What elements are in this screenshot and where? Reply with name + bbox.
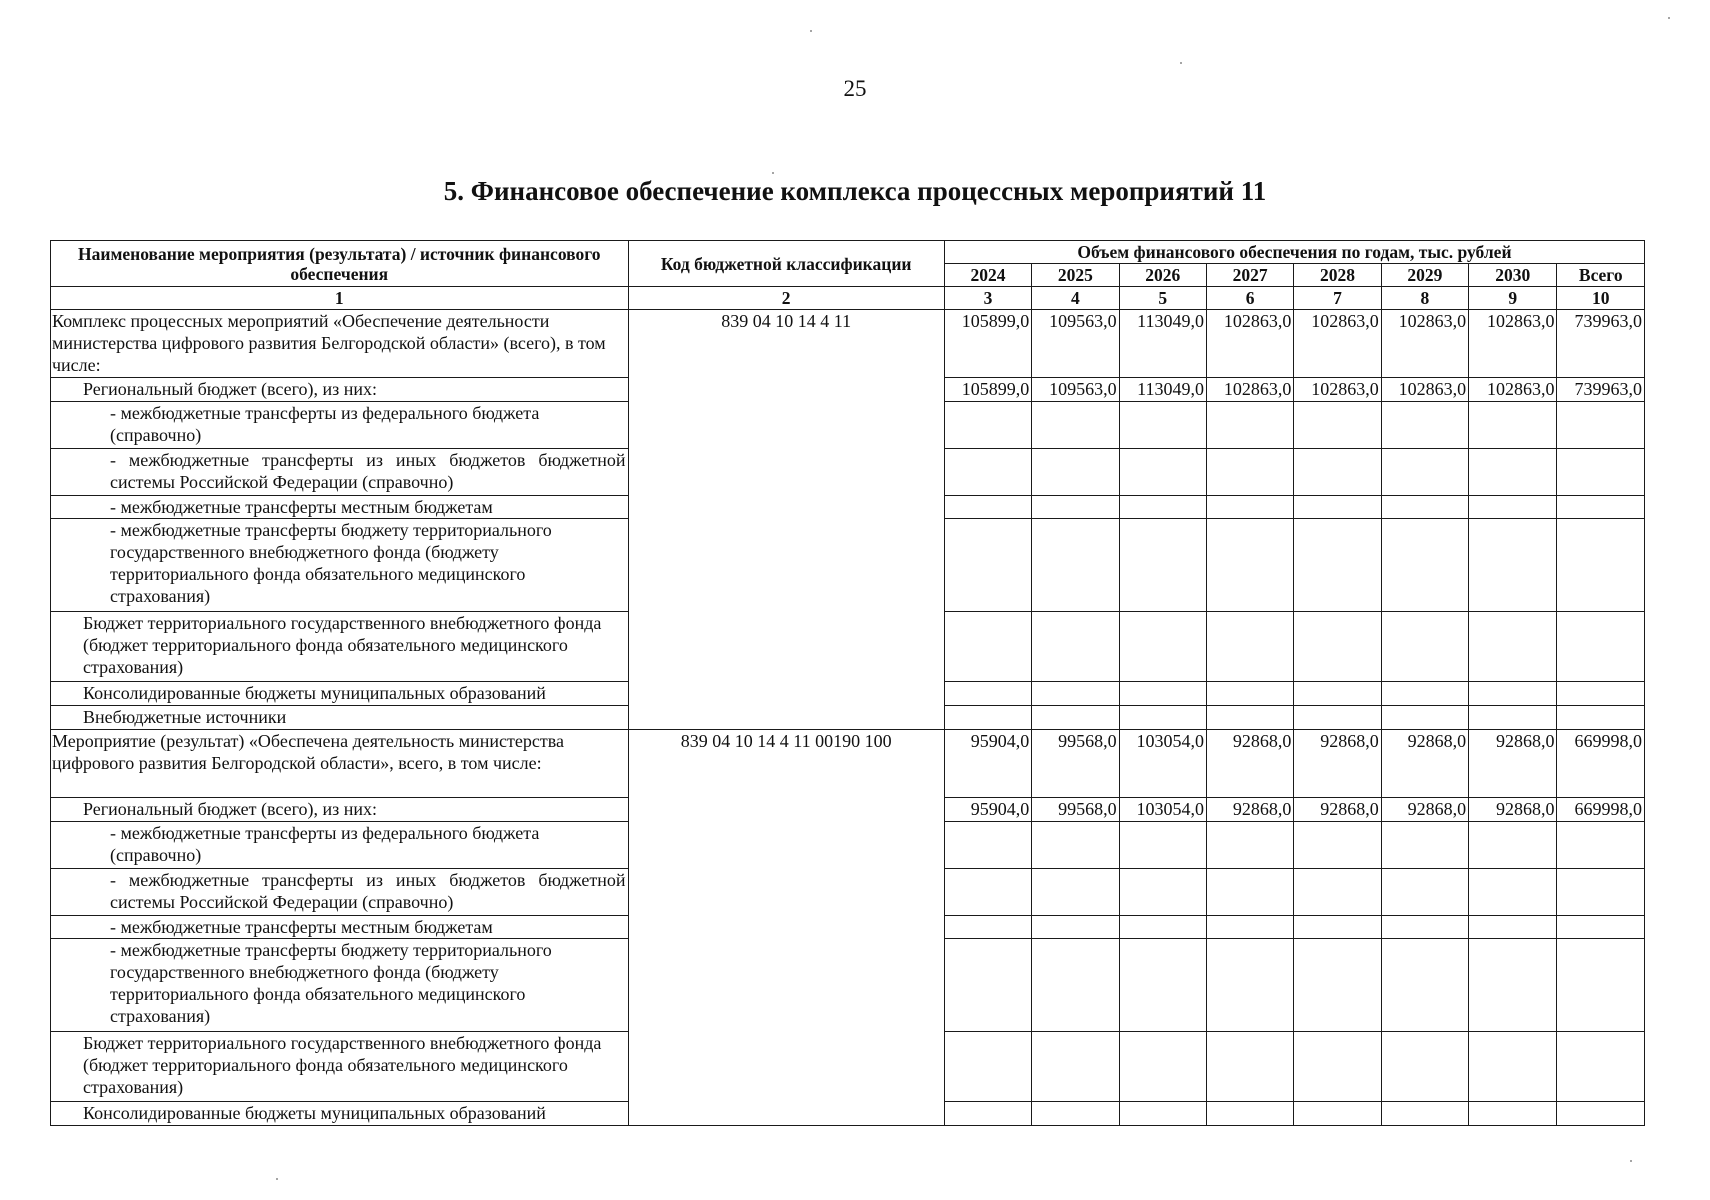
year-value-cell	[1294, 916, 1381, 939]
row-name-cell: Мероприятие (результат) «Обеспечена деятельность министерства цифрового развития Белгородской области», всего, в том числе:	[51, 730, 629, 798]
year-value-cell	[1206, 402, 1293, 449]
year-value-cell: 102863,0	[1294, 310, 1381, 378]
year-value-cell	[1032, 1102, 1119, 1126]
year-value-cell: 92868,0	[1206, 798, 1293, 822]
year-value-cell: 92868,0	[1469, 730, 1557, 798]
column-number: 7	[1294, 287, 1381, 310]
year-value-cell: 95904,0	[944, 730, 1031, 798]
year-value-cell: 103054,0	[1119, 798, 1206, 822]
year-value-cell: 99568,0	[1032, 730, 1119, 798]
year-value-cell: 92868,0	[1469, 798, 1557, 822]
total-cell	[1557, 822, 1645, 869]
year-value-cell: 92868,0	[1381, 730, 1468, 798]
total-cell	[1557, 496, 1645, 519]
year-value-cell: 105899,0	[944, 310, 1031, 378]
year-value-cell	[1294, 869, 1381, 916]
year-value-cell	[1032, 822, 1119, 869]
year-value-cell	[944, 706, 1031, 730]
year-value-cell	[1119, 1102, 1206, 1126]
year-value-cell: 92868,0	[1294, 730, 1381, 798]
year-value-cell	[1119, 869, 1206, 916]
year-value-cell	[1469, 869, 1557, 916]
year-value-cell	[1032, 519, 1119, 612]
total-cell: 669998,0	[1557, 730, 1645, 798]
year-value-cell	[1469, 612, 1557, 682]
year-value-cell	[1294, 1102, 1381, 1126]
year-value-cell	[1119, 1032, 1206, 1102]
year-value-cell	[1469, 496, 1557, 519]
scan-speck	[276, 1178, 278, 1180]
row-name-cell: Региональный бюджет (всего), из них:	[51, 378, 629, 402]
year-value-cell	[1206, 822, 1293, 869]
total-cell	[1557, 519, 1645, 612]
year-value-cell: 105899,0	[944, 378, 1031, 402]
year-value-cell	[944, 869, 1031, 916]
table-row	[51, 310, 1645, 378]
scan-speck	[810, 30, 812, 32]
header-year: 2028	[1294, 264, 1381, 287]
year-value-cell	[944, 496, 1031, 519]
header-volume-column: Объем финансового обеспечения по годам, тыс. рублей	[944, 241, 1644, 264]
row-name-cell: Региональный бюджет (всего), из них:	[51, 798, 629, 822]
year-value-cell	[944, 519, 1031, 612]
year-value-cell	[1381, 496, 1468, 519]
year-value-cell	[1119, 519, 1206, 612]
year-value-cell	[1032, 449, 1119, 496]
year-value-cell: 92868,0	[1294, 798, 1381, 822]
year-value-cell	[1032, 939, 1119, 1032]
row-name-cell: - межбюджетные трансферты из иных бюджетов бюджетной системы Российской Федерации (справочно)	[51, 449, 629, 496]
year-value-cell	[1032, 612, 1119, 682]
header-year: 2024	[944, 264, 1031, 287]
header-year: 2026	[1119, 264, 1206, 287]
year-value-cell: 102863,0	[1206, 310, 1293, 378]
year-value-cell	[1119, 402, 1206, 449]
total-cell	[1557, 869, 1645, 916]
total-cell	[1557, 1032, 1645, 1102]
year-value-cell	[1469, 1102, 1557, 1126]
table-row	[51, 730, 1645, 798]
total-cell	[1557, 612, 1645, 682]
year-value-cell	[1469, 519, 1557, 612]
row-name-cell: Консолидированные бюджеты муниципальных образований	[51, 1102, 629, 1126]
column-number: 3	[944, 287, 1031, 310]
column-number: 9	[1469, 287, 1557, 310]
year-value-cell	[1469, 682, 1557, 706]
total-cell	[1557, 402, 1645, 449]
column-number: 6	[1206, 287, 1293, 310]
row-name-cell: - межбюджетные трансферты из иных бюджетов бюджетной системы Российской Федерации (справочно)	[51, 869, 629, 916]
year-value-cell	[1119, 612, 1206, 682]
row-name-cell: - межбюджетные трансферты бюджету территориального государственного внебюджетного фонда (бюджету территориального фонда обязательного медицинского страхования)	[51, 939, 629, 1032]
column-number: 5	[1119, 287, 1206, 310]
year-value-cell	[1294, 1032, 1381, 1102]
year-value-cell	[1119, 706, 1206, 730]
year-value-cell: 102863,0	[1469, 378, 1557, 402]
column-number: 1	[51, 287, 629, 310]
year-value-cell: 95904,0	[944, 798, 1031, 822]
row-name-cell: Консолидированные бюджеты муниципальных образований	[51, 682, 629, 706]
row-name-cell: Комплекс процессных мероприятий «Обеспечение деятельности министерства цифрового развития Белгородской области» (всего), в том числе:	[51, 310, 629, 378]
financing-table	[50, 240, 1645, 1126]
year-value-cell	[1032, 682, 1119, 706]
total-cell	[1557, 706, 1645, 730]
year-value-cell	[1294, 682, 1381, 706]
total-cell	[1557, 1102, 1645, 1126]
scan-speck	[1630, 1160, 1632, 1162]
year-value-cell	[1119, 449, 1206, 496]
year-value-cell: 103054,0	[1119, 730, 1206, 798]
year-value-cell	[1381, 1032, 1468, 1102]
year-value-cell	[1381, 822, 1468, 869]
column-number: 10	[1557, 287, 1645, 310]
row-name-cell: - межбюджетные трансферты из федерального бюджета (справочно)	[51, 402, 629, 449]
year-value-cell: 99568,0	[1032, 798, 1119, 822]
year-value-cell	[1294, 496, 1381, 519]
total-cell: 739963,0	[1557, 378, 1645, 402]
year-value-cell	[944, 822, 1031, 869]
total-cell	[1557, 939, 1645, 1032]
total-cell: 739963,0	[1557, 310, 1645, 378]
year-value-cell	[1032, 916, 1119, 939]
year-value-cell	[1381, 939, 1468, 1032]
year-value-cell	[1381, 449, 1468, 496]
year-value-cell	[1381, 916, 1468, 939]
row-name-cell: - межбюджетные трансферты из федерального бюджета (справочно)	[51, 822, 629, 869]
year-value-cell	[1119, 496, 1206, 519]
row-name-cell: - межбюджетные трансферты бюджету территориального государственного внебюджетного фонда (бюджету территориального фонда обязательного медицинского страхования)	[51, 519, 629, 612]
year-value-cell	[1032, 1032, 1119, 1102]
header-year: 2025	[1032, 264, 1119, 287]
column-number: 8	[1381, 287, 1468, 310]
year-value-cell	[944, 1032, 1031, 1102]
year-value-cell	[1381, 706, 1468, 730]
year-value-cell	[944, 916, 1031, 939]
year-value-cell	[1206, 496, 1293, 519]
year-value-cell	[1206, 869, 1293, 916]
year-value-cell	[1206, 449, 1293, 496]
year-value-cell	[1032, 496, 1119, 519]
row-name-cell: Бюджет территориального государственного внебюджетного фонда (бюджет территориального фонда обязательного медицинского страхования)	[51, 612, 629, 682]
year-value-cell	[1294, 822, 1381, 869]
year-value-cell	[1119, 682, 1206, 706]
year-value-cell	[1119, 916, 1206, 939]
year-value-cell: 92868,0	[1381, 798, 1468, 822]
total-cell	[1557, 449, 1645, 496]
year-value-cell	[1381, 612, 1468, 682]
column-number: 4	[1032, 287, 1119, 310]
total-cell	[1557, 682, 1645, 706]
year-value-cell	[1206, 939, 1293, 1032]
year-value-cell	[1469, 916, 1557, 939]
year-value-cell	[1119, 822, 1206, 869]
scan-speck	[1668, 17, 1670, 19]
budget-code-cell: 839 04 10 14 4 11 00190 100	[628, 730, 944, 1126]
year-value-cell	[1381, 869, 1468, 916]
total-cell	[1557, 916, 1645, 939]
year-value-cell	[1469, 822, 1557, 869]
year-value-cell: 102863,0	[1469, 310, 1557, 378]
year-value-cell	[1032, 869, 1119, 916]
year-value-cell	[1294, 939, 1381, 1032]
year-value-cell	[1381, 519, 1468, 612]
page-title: 5. Финансовое обеспечение комплекса процессных мероприятий 11	[443, 176, 1267, 206]
year-value-cell	[1294, 449, 1381, 496]
header-name-column: Наименование мероприятия (результата) / источник финансового обеспечения	[51, 241, 629, 287]
year-value-cell	[1206, 1032, 1293, 1102]
year-value-cell: 109563,0	[1032, 310, 1119, 378]
row-name-cell: - межбюджетные трансферты местным бюджетам	[51, 916, 629, 939]
year-value-cell	[1206, 519, 1293, 612]
year-value-cell: 102863,0	[1381, 378, 1468, 402]
year-value-cell	[1381, 682, 1468, 706]
year-value-cell	[1119, 939, 1206, 1032]
year-value-cell	[1294, 519, 1381, 612]
year-value-cell	[944, 449, 1031, 496]
year-value-cell	[1381, 1102, 1468, 1126]
year-value-cell	[944, 612, 1031, 682]
year-value-cell: 113049,0	[1119, 310, 1206, 378]
year-value-cell	[1032, 706, 1119, 730]
scan-speck	[1180, 62, 1182, 64]
year-value-cell	[1469, 939, 1557, 1032]
year-value-cell	[1032, 402, 1119, 449]
row-name-cell: Внебюджетные источники	[51, 706, 629, 730]
column-number: 2	[628, 287, 944, 310]
year-value-cell	[944, 402, 1031, 449]
total-cell: 669998,0	[1557, 798, 1645, 822]
year-value-cell	[1294, 402, 1381, 449]
year-value-cell	[1206, 916, 1293, 939]
header-code-column: Код бюджетной классификации	[628, 241, 944, 287]
year-value-cell	[1469, 706, 1557, 730]
header-year: 2027	[1206, 264, 1293, 287]
year-value-cell: 92868,0	[1206, 730, 1293, 798]
row-name-cell: - межбюджетные трансферты местным бюджетам	[51, 496, 629, 519]
year-value-cell	[1381, 402, 1468, 449]
header-year: 2030	[1469, 264, 1557, 287]
year-value-cell: 102863,0	[1206, 378, 1293, 402]
row-name-cell: Бюджет территориального государственного внебюджетного фонда (бюджет территориального фонда обязательного медицинского страхования)	[51, 1032, 629, 1102]
year-value-cell	[1294, 706, 1381, 730]
year-value-cell	[1206, 706, 1293, 730]
year-value-cell	[1469, 449, 1557, 496]
scan-speck	[772, 172, 774, 174]
year-value-cell: 113049,0	[1119, 378, 1206, 402]
table-body	[51, 310, 1645, 1126]
year-value-cell: 102863,0	[1381, 310, 1468, 378]
year-value-cell	[1206, 682, 1293, 706]
year-value-cell: 109563,0	[1032, 378, 1119, 402]
page-number: 25	[843, 76, 867, 101]
header-year: 2029	[1381, 264, 1468, 287]
year-value-cell	[944, 939, 1031, 1032]
year-value-cell	[1294, 612, 1381, 682]
year-value-cell	[944, 682, 1031, 706]
year-value-cell	[1469, 1032, 1557, 1102]
year-value-cell	[1469, 402, 1557, 449]
year-value-cell	[944, 1102, 1031, 1126]
header-total: Всего	[1557, 264, 1645, 287]
year-value-cell	[1206, 612, 1293, 682]
year-value-cell: 102863,0	[1294, 378, 1381, 402]
budget-code-cell: 839 04 10 14 4 11	[628, 310, 944, 730]
year-value-cell	[1206, 1102, 1293, 1126]
